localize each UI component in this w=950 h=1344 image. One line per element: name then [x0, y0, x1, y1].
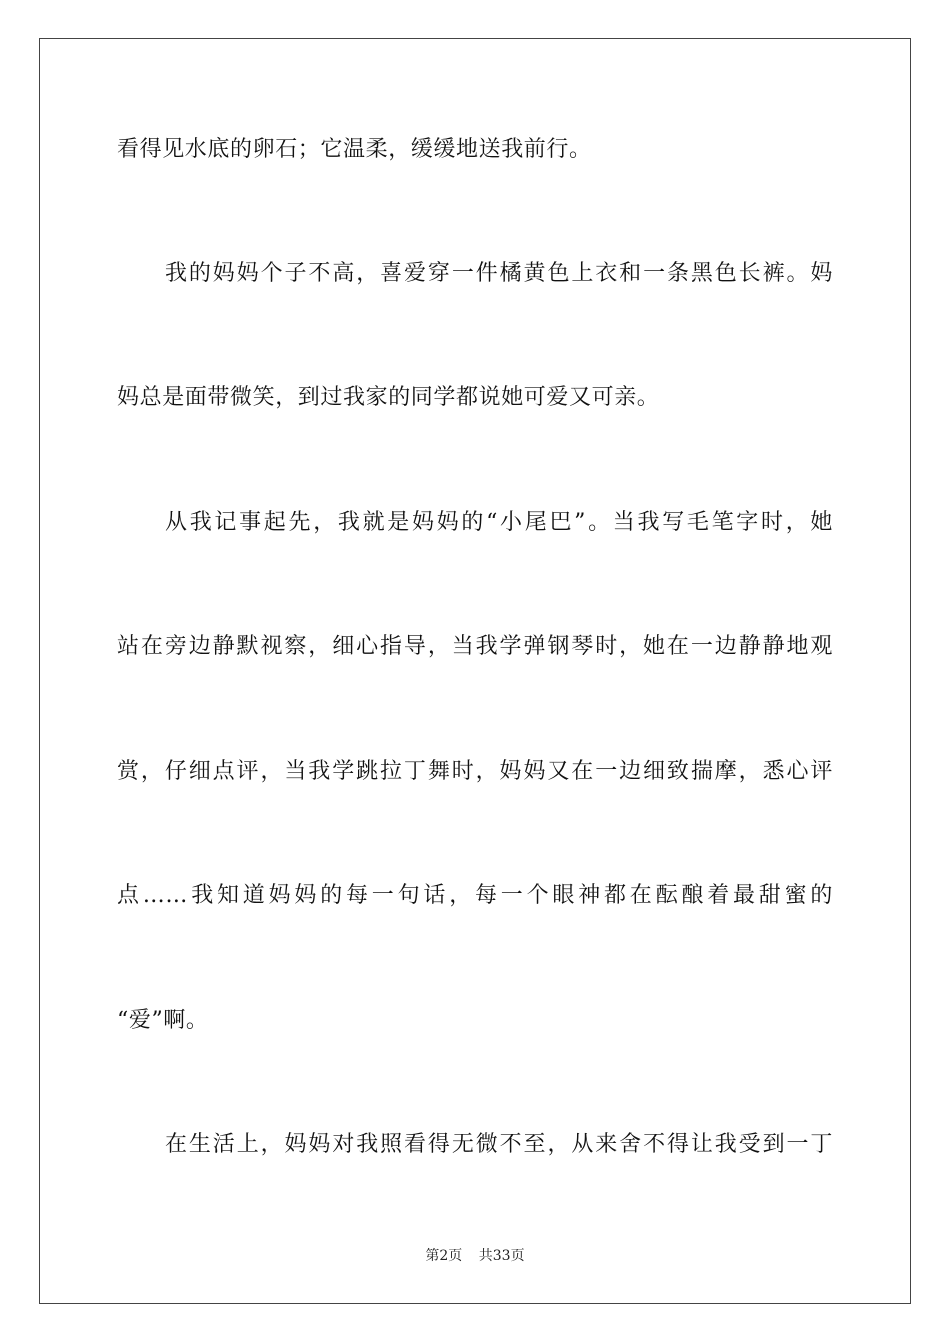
page-number: 第2页 — [425, 1248, 463, 1264]
text-line-8: “爱”啊。 — [117, 1008, 209, 1033]
text-line-7: 点……我知道妈妈的每一句话，每一个眼神都在酝酿着最甜蜜的 — [117, 883, 833, 908]
text-line-2: 我的妈妈个子不高，喜爱穿一件橘黄色上衣和一条黑色长裤。妈 — [165, 261, 833, 286]
text-line-1: 看得见水底的卵石；它温柔，缓缓地送我前行。 — [117, 137, 592, 162]
text-line-5: 站在旁边静默视察，细心指导，当我学弹钢琴时，她在一边静静地观 — [117, 634, 833, 659]
page-footer — [0, 1247, 950, 1265]
page-total: 共33页 — [478, 1248, 525, 1264]
text-line-9: 在生活上，妈妈对我照看得无微不至，从来舍不得让我受到一丁 — [165, 1132, 833, 1157]
page-border — [39, 38, 911, 1304]
text-line-4: 从我记事起先，我就是妈妈的“小尾巴”。当我写毛笔字时，她 — [165, 510, 833, 535]
text-line-3: 妈总是面带微笑，到过我家的同学都说她可爱又可亲。 — [117, 385, 660, 410]
text-line-6: 赏，仔细点评，当我学跳拉丁舞时，妈妈又在一边细致揣摩，悉心评 — [117, 759, 833, 784]
